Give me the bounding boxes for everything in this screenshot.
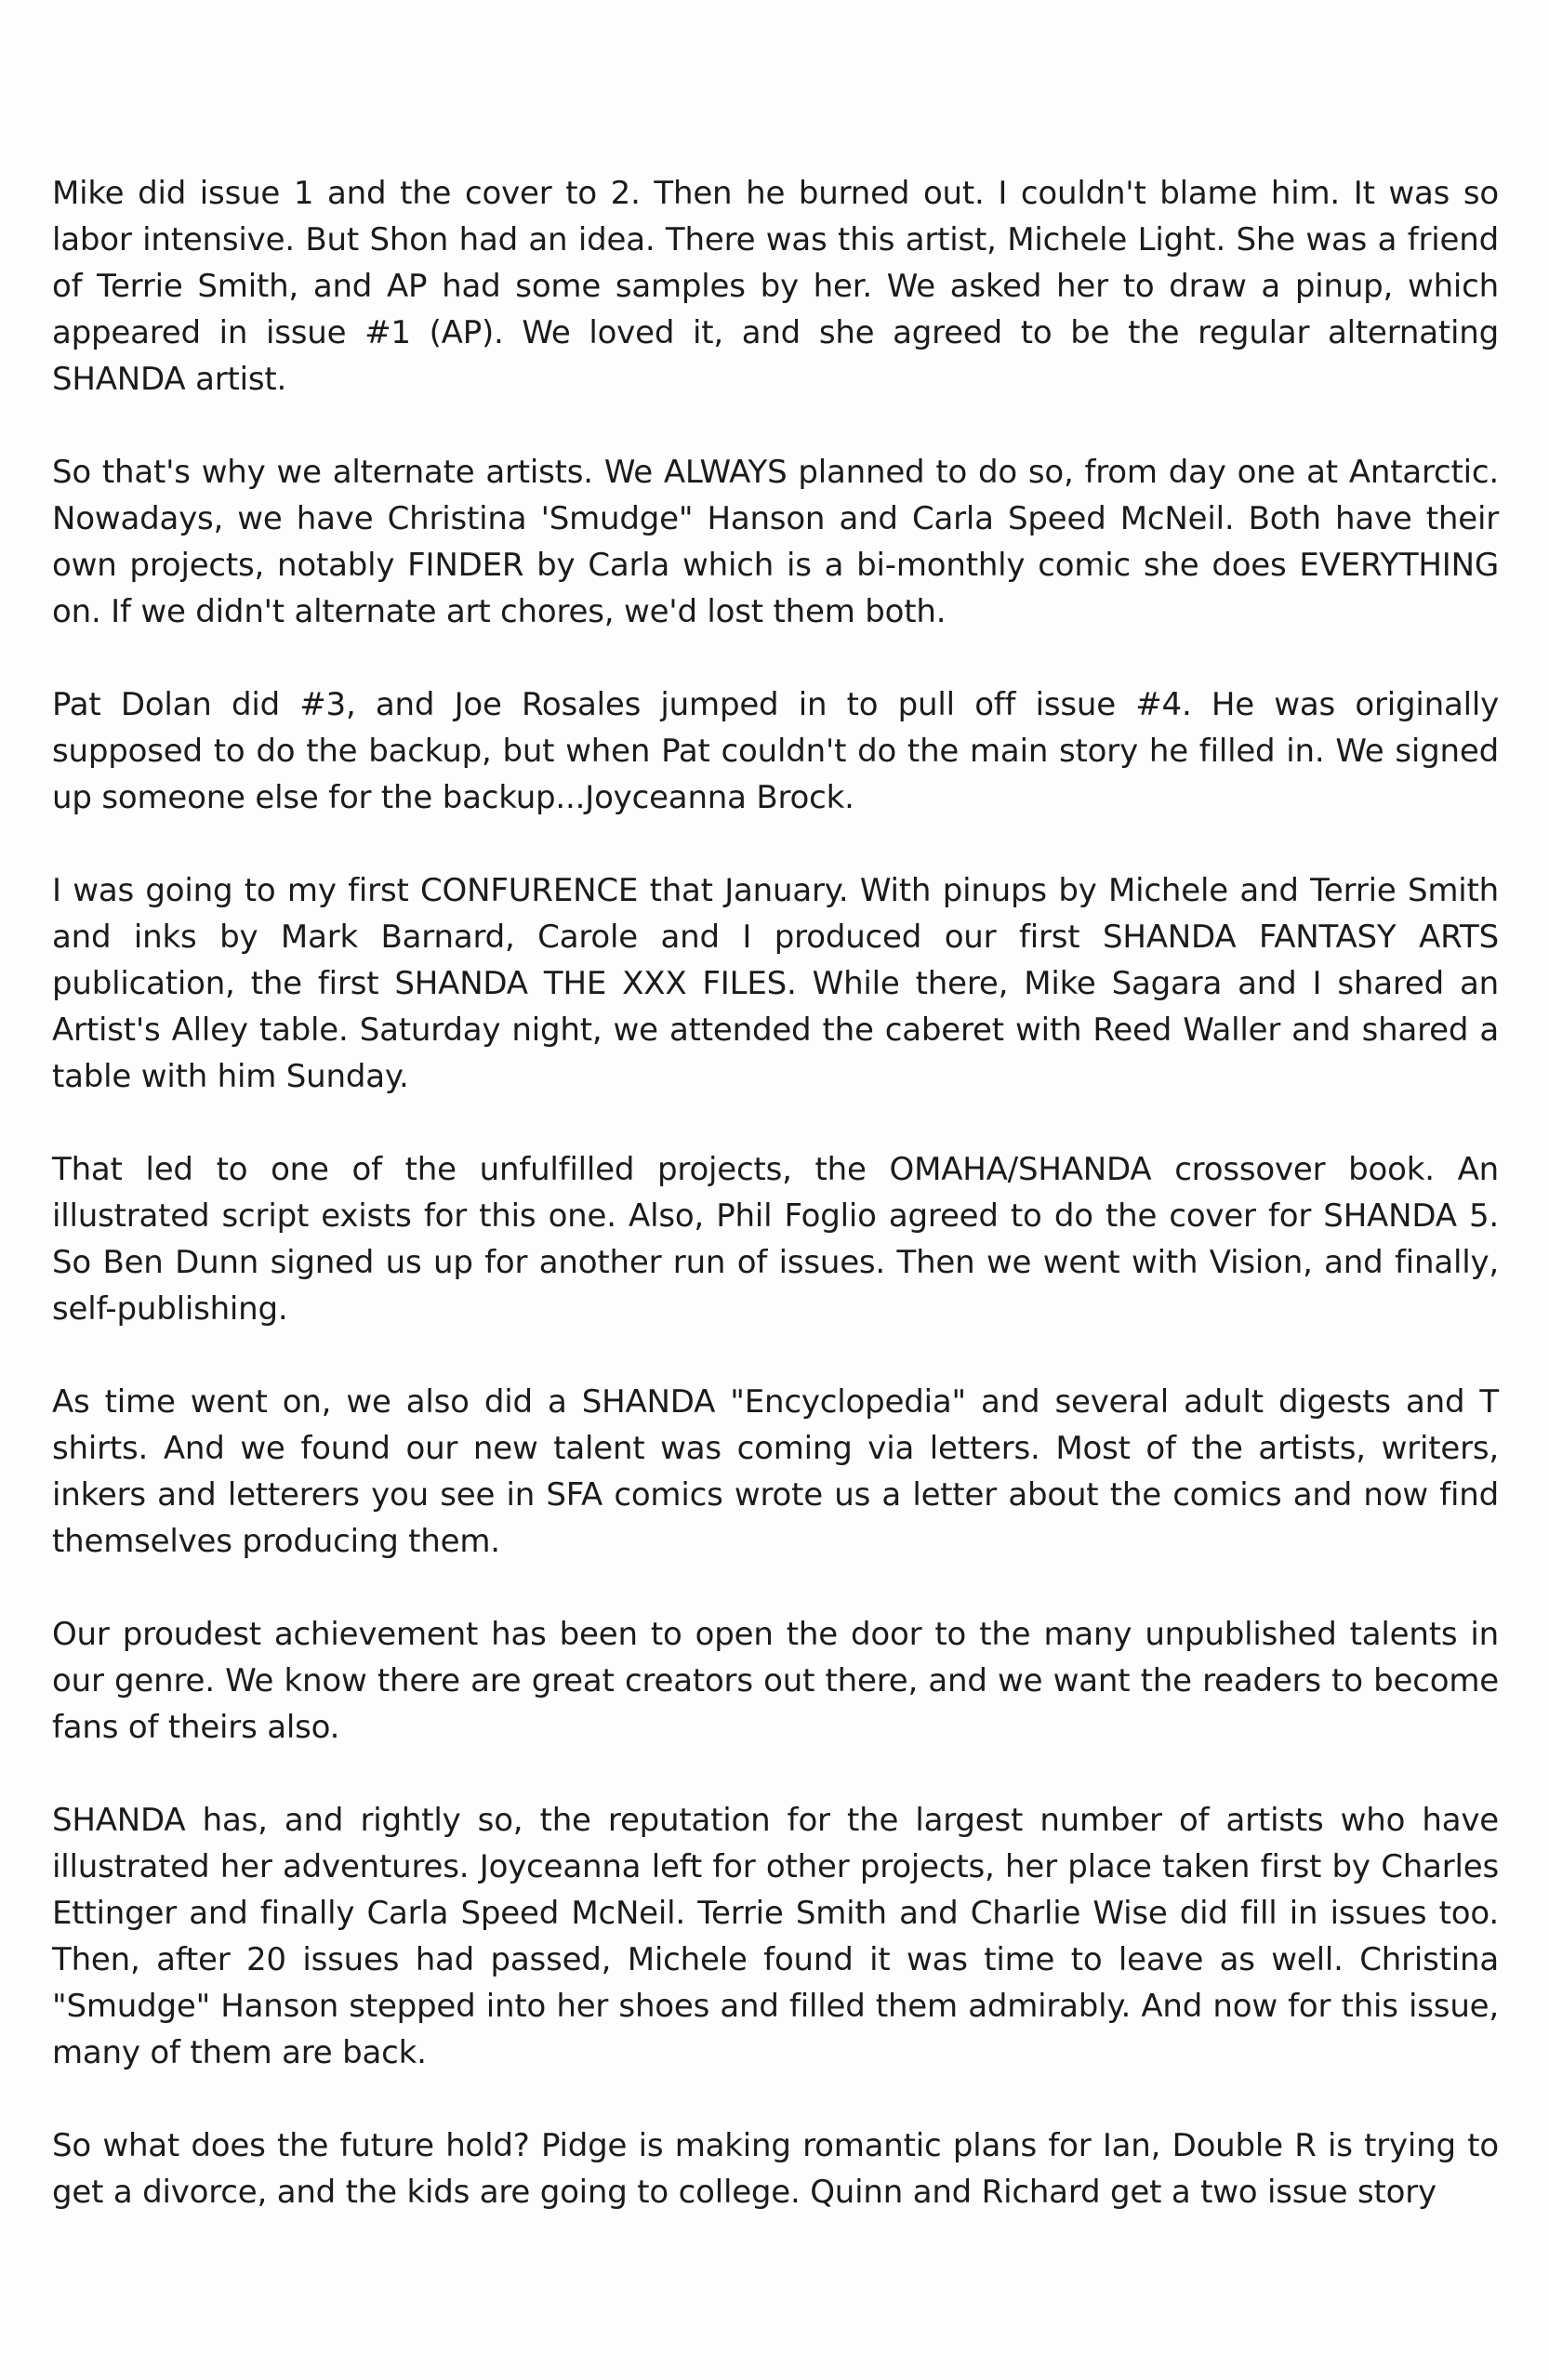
paragraph-proudest-achievement: Our proudest achievement has been to open the door to the many unpublished talents in our genre. We know there are great creators out there, and we want the readers to become fans of theirs also. <box>52 1616 1499 1746</box>
paragraph-shanda-artists: SHANDA has, and rightly so, the reputation for the largest number of artists who have illustrated her adventures. Joyceanna left for other projects, her place taken first by Charles Ettinger and finally Carla Speed McNeil. Terrie Smith and Charlie Wise did fill in issues too. Then, after 20 issues had passed, Michele found it was time to leave as well. Christina "Smudge" Hanson stepped into her shoes and filled them admirably. And now for this issue, many of them are back. <box>52 1802 1499 2071</box>
paragraph-encyclopedia: As time went on, we also did a SHANDA "Encyclopedia" and several adult digests and T shirts. And we found our new talent was coming via letters. Most of the artists, writers, inkers and letterers you see in SFA comics wrote us a letter about the comics and now find themselves producing them. <box>52 1383 1499 1560</box>
paragraph-alternate-artists: So that's why we alternate artists. We ALWAYS planned to do so, from day one at Antarctic. Nowadays, we have Christina 'Smudge" Hanson and Carla Speed McNeil. Both have their own projects, notably FINDER by Carla which is a bi-monthly comic she does EVERYTHING on. If we didn't alternate art chores, we'd lost them both. <box>52 454 1499 630</box>
paragraph-artist-history: Mike did issue 1 and the cover to 2. Then he burned out. I couldn't blame him. It was so labor intensive. But Shon had an idea. There was this artist, Michele Light. She was a friend of Terrie Smith, and AP had some samples by her. We asked her to draw a pinup, which appeared in issue #1 (AP). We loved it, and she agreed to be the regular alternating SHANDA artist. <box>52 175 1499 398</box>
paragraph-future: So what does the future hold? Pidge is making romantic plans for Ian, Double R is trying to get a divorce, and the kids are going to college. Quinn and Richard get a two issue story <box>52 2127 1499 2211</box>
paragraph-confurence: I was going to my first CONFURENCE that January. With pinups by Michele and Terrie Smith and inks by Mark Barnard, Carole and I produced our first SHANDA FANTASY ARTS publication, the first SHANDA THE XXX FILES. While there, Mike Sagara and I shared an Artist's Alley table. Saturday night, we attended the caberet with Reed Waller and shared a table with him Sunday. <box>52 872 1499 1095</box>
paragraph-issue-3-4: Pat Dolan did #3, and Joe Rosales jumped in to pull off issue #4. He was originally supposed to do the backup, but when Pat couldn't do the main story he filled in. We signed up someone else for the backup...Joyceanna Brock. <box>52 686 1499 816</box>
paragraph-omaha-shanda: That led to one of the unfulfilled projects, the OMAHA/SHANDA crossover book. An illustrated script exists for this one. Also, Phil Foglio agreed to do the cover for SHANDA 5. So Ben Dunn signed us up for another run of issues. Then we went with Vision, and finally, self-publishing. <box>52 1151 1499 1328</box>
body-text <box>52 170 1499 2215</box>
